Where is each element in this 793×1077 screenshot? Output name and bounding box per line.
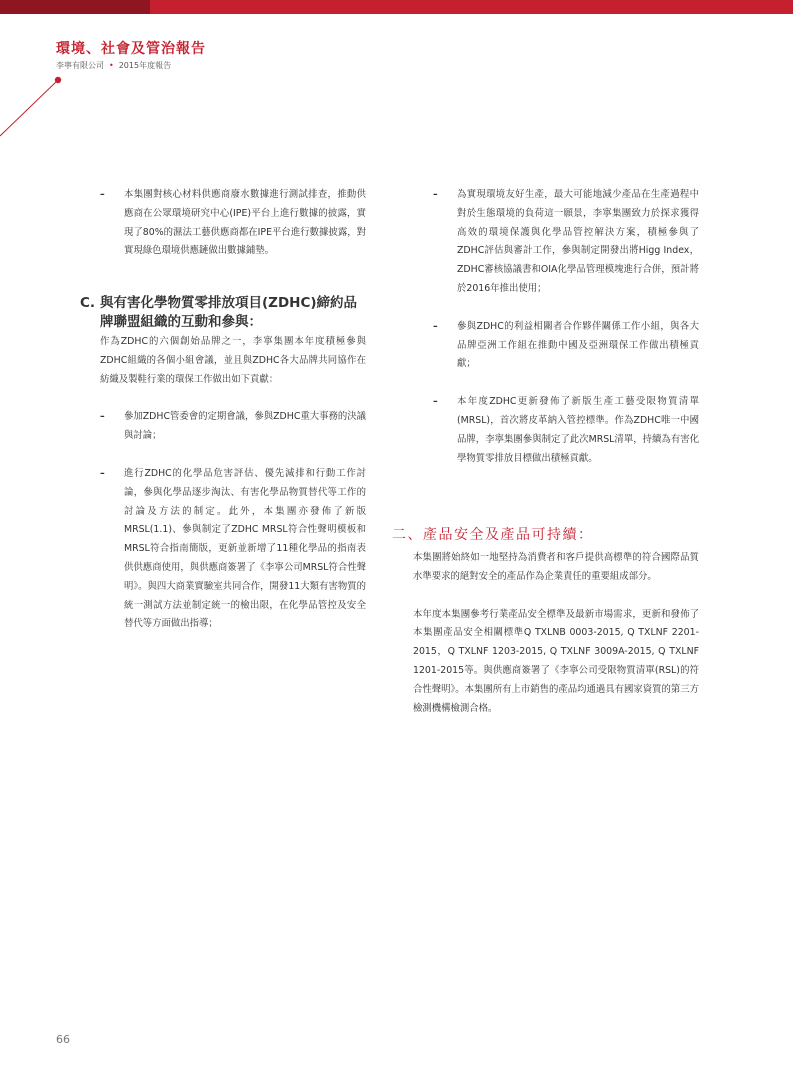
list-item xyxy=(433,186,699,299)
decorative-dot-icon xyxy=(55,77,61,83)
company-name: 李寧有限公司 xyxy=(56,61,104,70)
page-number: 66 xyxy=(56,1033,70,1046)
dash-bullet-icon: – xyxy=(433,189,438,200)
left-column xyxy=(100,186,366,261)
list-item xyxy=(433,318,699,374)
bullet-text: 進行ZDHC的化學品危害評估、優先減排和行動工作討論，參與化學品逐步淘汰、有害化學品物質替代等工作的討論及方法的制定。此外，本集團亦發佈了新版MRSL(1.1)、參與制定了ZDHC MRSL符合性聲明模板和MRSL符合指南簡版，更新並新增了11種化學品的指南表供供應商使用，與供應商簽署了《李寧公司MRSL符合性聲明》。與四大商業實驗室共同合作，開發11大類有害物質的統一測試方法並制定統一的檢出限，在化學品管控及安全替代等方面做出指導； xyxy=(124,467,366,630)
bullet-text: 本年度ZDHC更新發佈了新版生產工藝受限物質清單(MRSL)，首次將皮革納入管控標準。作為ZDHC唯一中國品牌，李寧集團參與制定了此次MRSL清單，持續為有害化學物質零排放目標做出積極貢獻。 xyxy=(457,396,699,464)
report-section-title: 環境、社會及管治報告 xyxy=(56,41,206,57)
section-two-heading: 二、產品安全及產品可持續： xyxy=(392,527,594,543)
bullet-text: 參加ZDHC管委會的定期會議，參與ZDHC重大事務的決議與討論； xyxy=(124,411,366,442)
section-two-paragraph: 本集團將始終如一地堅持為消費者和客戶提供高標準的符合國際品質水準要求的絕對安全的產品作為企業責任的重要組成部分。 xyxy=(413,552,699,582)
list-item xyxy=(433,393,699,468)
section-c-paragraph: 作為ZDHC的六個創始品牌之一，李寧集團本年度積極參與ZDHC組織的各個小組會議，並且與ZDHC各大品牌共同協作在紡織及製鞋行業的環保工作做出如下貢獻： xyxy=(100,336,366,385)
dash-bullet-icon: – xyxy=(100,411,105,423)
section-two-paragraph: 本年度本集團參考行業產品安全標準及最新市場需求，更新和發佈了本集團產品安全相關標準Q TXLNB 0003-2015, Q TXLNF 2201-2015，Q TXLNF 1203-2015, Q TXLNF 3009A-2015, Q TXLNF 1201-2015等。與供應商簽署了《李寧公司受限物質清單(RSL)的符合性聲明》。本集團所有上市銷售的產品均通過具有國家資質的第三方檢測機構檢測合格。 xyxy=(413,608,699,714)
report-year: 2015年度報告 xyxy=(118,61,172,70)
dash-bullet-icon: – xyxy=(433,396,438,408)
report-subtitle xyxy=(56,60,171,71)
separator-dot: • xyxy=(109,61,114,70)
dash-bullet-icon: – xyxy=(433,320,438,332)
section-c-heading xyxy=(80,294,370,332)
decorative-line xyxy=(0,0,793,160)
list-item xyxy=(100,408,366,446)
list-item xyxy=(100,186,366,261)
right-column xyxy=(433,186,699,468)
section-c-title: 與有害化學物質零排放項目(ZDHC)締約品牌聯盟組織的互動和參與： xyxy=(100,295,358,330)
section-letter: C. xyxy=(80,295,96,311)
dash-bullet-icon: – xyxy=(100,467,105,479)
bullet-text: 為實現環境友好生產，最大可能地減少產品在生產過程中對於生態環境的負荷這一願景，李寧集團致力於探求獲得高效的環境保護與化學品管控解決方案，積極參與了ZDHC評估與審計工作，參與制定開發出將Higg Index，ZDHC審核協議書和OIA化學品管理模塊進行合併，預計將於2016年推出使用； xyxy=(457,189,699,294)
section-two-body xyxy=(413,549,699,718)
list-item xyxy=(100,465,366,634)
bullet-text: 參與ZDHC的利益相關者合作夥伴關係工作小組，與各大品牌亞洲工作組在推動中國及亞洲環保工作做出積極貢獻； xyxy=(457,320,699,370)
bullet-text: 本集團對核心材料供應商廢水數據進行測試排查，推動供應商在公眾環境研究中心(IPE)平台上進行數據的披露，實現了80%的濕法工藝供應商都在IPE平台進行數據披露，對實現綠色環境供應鏈做出數據鋪墊。 xyxy=(124,189,366,257)
dash-bullet-icon: – xyxy=(100,189,105,200)
left-column-lower xyxy=(100,333,366,634)
